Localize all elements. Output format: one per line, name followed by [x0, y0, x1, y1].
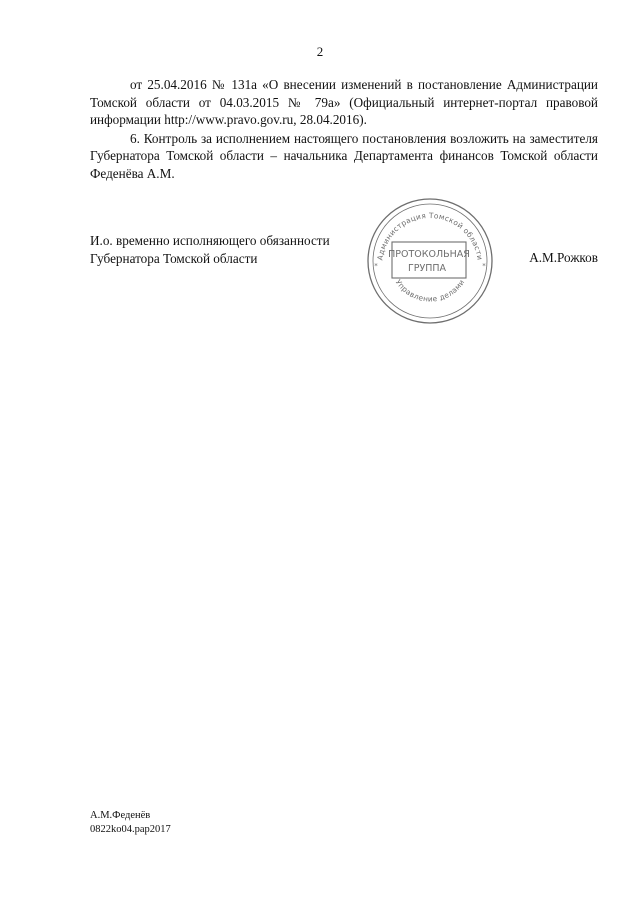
page-number: 2: [316, 44, 324, 59]
paragraph-continuation: от 25.04.2016 № 131а «О внесении изменений в постановление Администрации Томской области от 04.03.2015 № 79а» (Официальный интернет-портал правовой информации http://www.pravo.gov.ru, 28.04.2016).: [90, 77, 598, 127]
seal-star-left-icon: *: [374, 262, 378, 270]
seal-inner-line-2: ГРУППА: [407, 263, 447, 274]
seal-star-right-icon: *: [482, 262, 486, 270]
signatory-title-line-1: И.о. временно исполняющего обязанности: [90, 233, 330, 248]
footer-author: А.М.Феденёв: [90, 810, 151, 821]
signature-block: [90, 232, 598, 272]
document-footer: [90, 809, 171, 837]
official-seal-stamp: [365, 196, 495, 326]
footer-doc-code: 0822ko04.pap2017: [90, 824, 171, 835]
signatory-title-line-2: Губернатора Томской области: [90, 250, 258, 266]
document-body: [90, 76, 598, 182]
seal-inner-line-1: ПРОТОКОЛЬНАЯ: [388, 249, 470, 260]
signatory-name: А.М.Рожков: [529, 250, 598, 265]
seal-outer-text: Администрация Томской области: [375, 210, 485, 261]
paragraph-control-clause: 6. Контроль за исполнением настоящего постановления возложить на заместителя Губернатора Томской области – начальника Департамента финансов Томской области Феденёва А.М.: [90, 130, 598, 181]
seal-bottom-text: Управление делами: [393, 277, 467, 304]
signatory-title: [90, 232, 330, 267]
